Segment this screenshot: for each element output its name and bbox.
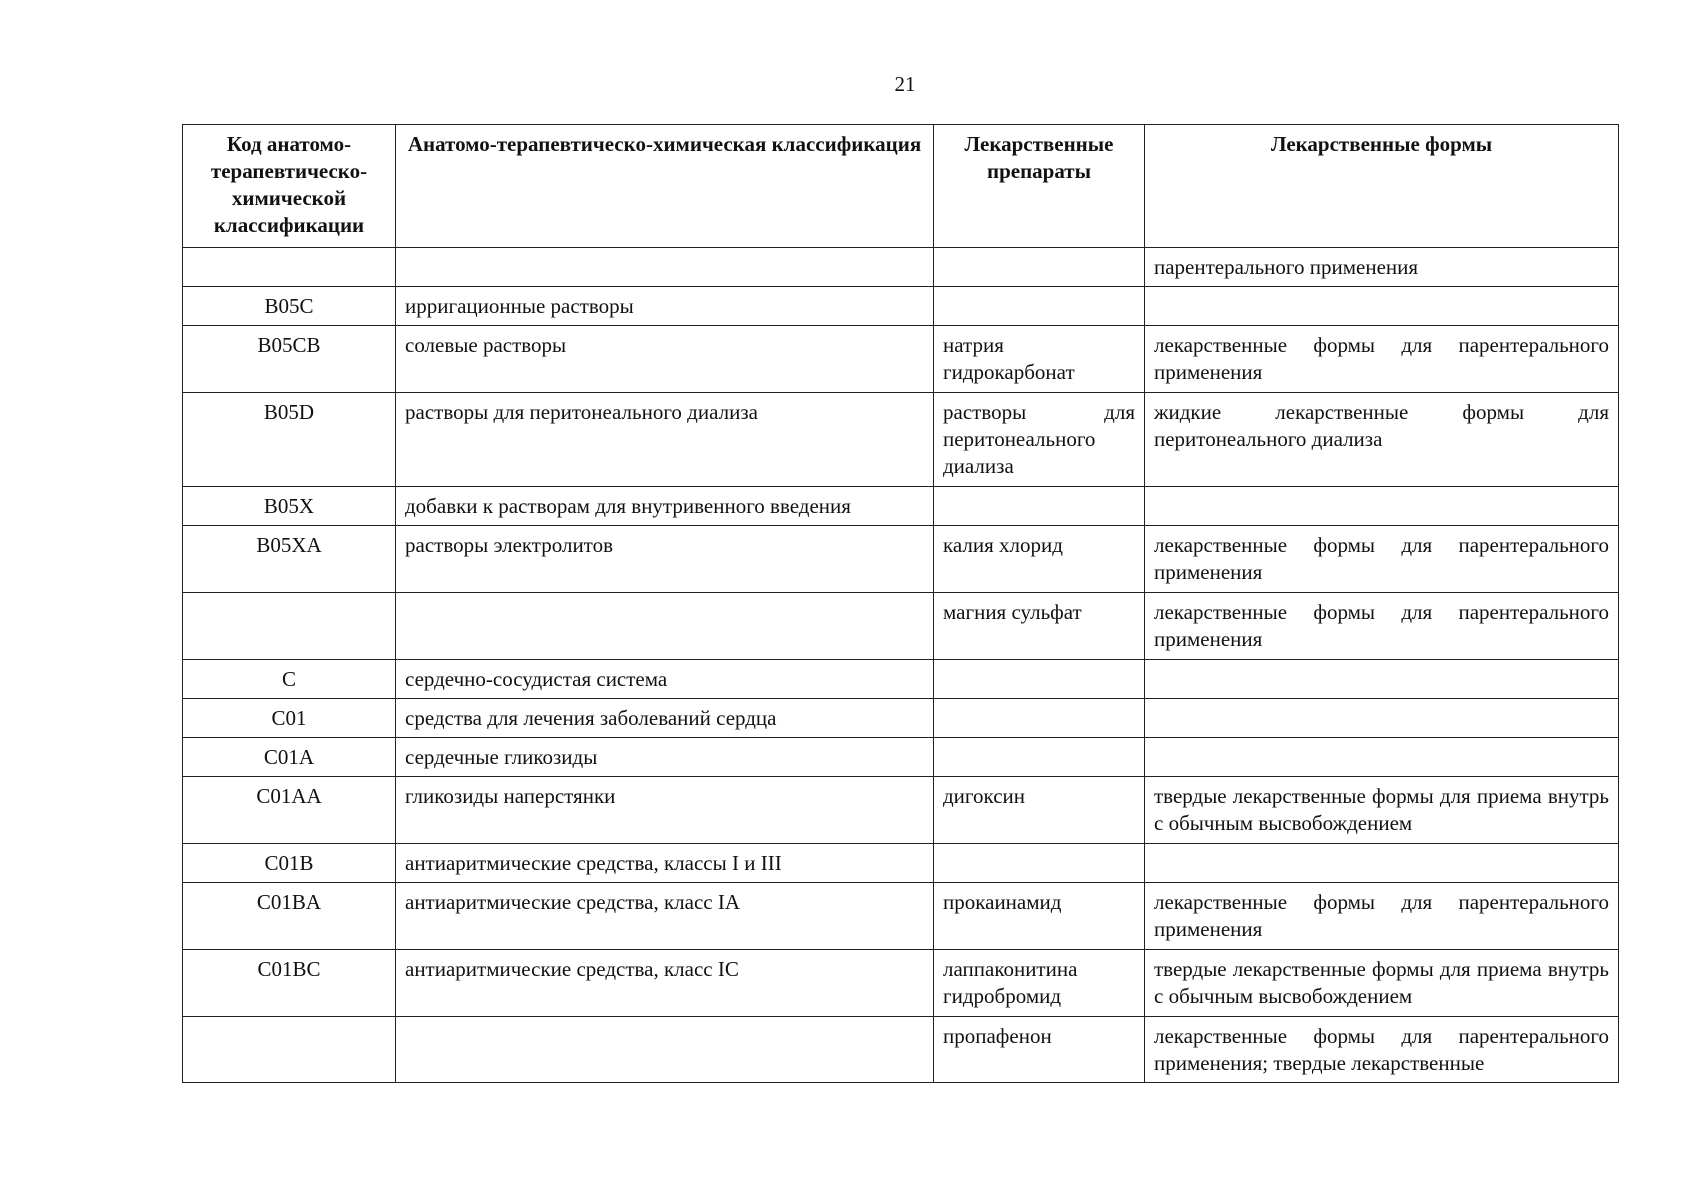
cell-code: C01AA <box>183 777 396 844</box>
header-atc-classification: Анатомо-терапевтическо-химическая классификация <box>396 125 934 248</box>
header-atc-code: Код анатомо-терапевтическо-химической классификации <box>183 125 396 248</box>
cell-drug <box>934 287 1145 326</box>
table-header-row <box>183 125 1619 248</box>
cell-form: лекарственные формы для парентерального применения <box>1145 593 1619 660</box>
cell-classification: растворы для перитонеального диализа <box>396 393 934 487</box>
cell-drug <box>934 699 1145 738</box>
cell-drug: лаппаконитина гидробромид <box>934 950 1145 1017</box>
cell-code: C01A <box>183 738 396 777</box>
cell-form: жидкие лекарственные формы для перитонеального диализа <box>1145 393 1619 487</box>
cell-code: C01 <box>183 699 396 738</box>
cell-classification: сердечные гликозиды <box>396 738 934 777</box>
cell-drug: калия хлорид <box>934 526 1145 593</box>
table-row <box>183 326 1619 393</box>
cell-drug: магния сульфат <box>934 593 1145 660</box>
cell-drug <box>934 660 1145 699</box>
cell-drug: натрия гидрокарбонат <box>934 326 1145 393</box>
cell-code <box>183 1017 396 1083</box>
cell-drug <box>934 248 1145 287</box>
cell-classification: антиаритмические средства, класс IC <box>396 950 934 1017</box>
cell-drug: пропафенон <box>934 1017 1145 1083</box>
table-row <box>183 844 1619 883</box>
cell-classification: антиаритмические средства, класс IA <box>396 883 934 950</box>
cell-classification: антиаритмические средства, классы I и III <box>396 844 934 883</box>
cell-drug <box>934 738 1145 777</box>
table-row <box>183 1017 1619 1083</box>
cell-drug: растворы для перитонеального диализа <box>934 393 1145 487</box>
cell-form <box>1145 844 1619 883</box>
cell-classification: сердечно-сосудистая система <box>396 660 934 699</box>
cell-code: C01BA <box>183 883 396 950</box>
cell-code: B05C <box>183 287 396 326</box>
cell-form: твердые лекарственные формы для приема внутрь с обычным высвобождением <box>1145 777 1619 844</box>
cell-form: лекарственные формы для парентерального применения <box>1145 883 1619 950</box>
cell-code: B05XA <box>183 526 396 593</box>
cell-code: B05CB <box>183 326 396 393</box>
cell-code <box>183 248 396 287</box>
table-row <box>183 248 1619 287</box>
cell-form: лекарственные формы для парентерального применения <box>1145 326 1619 393</box>
cell-code <box>183 593 396 660</box>
atc-table <box>182 124 1619 1083</box>
header-drugs: Лекарственные препараты <box>934 125 1145 248</box>
cell-form <box>1145 660 1619 699</box>
cell-drug <box>934 487 1145 526</box>
cell-code: C01BC <box>183 950 396 1017</box>
cell-classification: добавки к растворам для внутривенного введения <box>396 487 934 526</box>
cell-classification: гликозиды наперстянки <box>396 777 934 844</box>
table-row <box>183 777 1619 844</box>
cell-form: твердые лекарственные формы для приема внутрь с обычным высвобождением <box>1145 950 1619 1017</box>
table-row <box>183 487 1619 526</box>
cell-classification: средства для лечения заболеваний сердца <box>396 699 934 738</box>
page-number: 21 <box>894 72 916 96</box>
cell-classification: ирригационные растворы <box>396 287 934 326</box>
table-row <box>183 526 1619 593</box>
cell-form <box>1145 487 1619 526</box>
cell-code: C01B <box>183 844 396 883</box>
cell-form: лекарственные формы для парентерального применения; твердые лекарственные <box>1145 1017 1619 1083</box>
table-row <box>183 287 1619 326</box>
cell-classification: растворы электролитов <box>396 526 934 593</box>
table-row <box>183 950 1619 1017</box>
cell-drug <box>934 844 1145 883</box>
table-row <box>183 738 1619 777</box>
header-dosage-forms: Лекарственные формы <box>1145 125 1619 248</box>
table-row <box>183 393 1619 487</box>
cell-code: B05D <box>183 393 396 487</box>
cell-form <box>1145 738 1619 777</box>
cell-form <box>1145 699 1619 738</box>
cell-code: B05X <box>183 487 396 526</box>
cell-classification: солевые растворы <box>396 326 934 393</box>
cell-classification <box>396 593 934 660</box>
table-row <box>183 593 1619 660</box>
table-row <box>183 883 1619 950</box>
cell-classification <box>396 248 934 287</box>
cell-form <box>1145 287 1619 326</box>
cell-drug: прокаинамид <box>934 883 1145 950</box>
cell-drug: дигоксин <box>934 777 1145 844</box>
cell-classification <box>396 1017 934 1083</box>
cell-code: C <box>183 660 396 699</box>
cell-form: парентерального применения <box>1145 248 1619 287</box>
table-row <box>183 699 1619 738</box>
table-row <box>183 660 1619 699</box>
cell-form: лекарственные формы для парентерального применения <box>1145 526 1619 593</box>
